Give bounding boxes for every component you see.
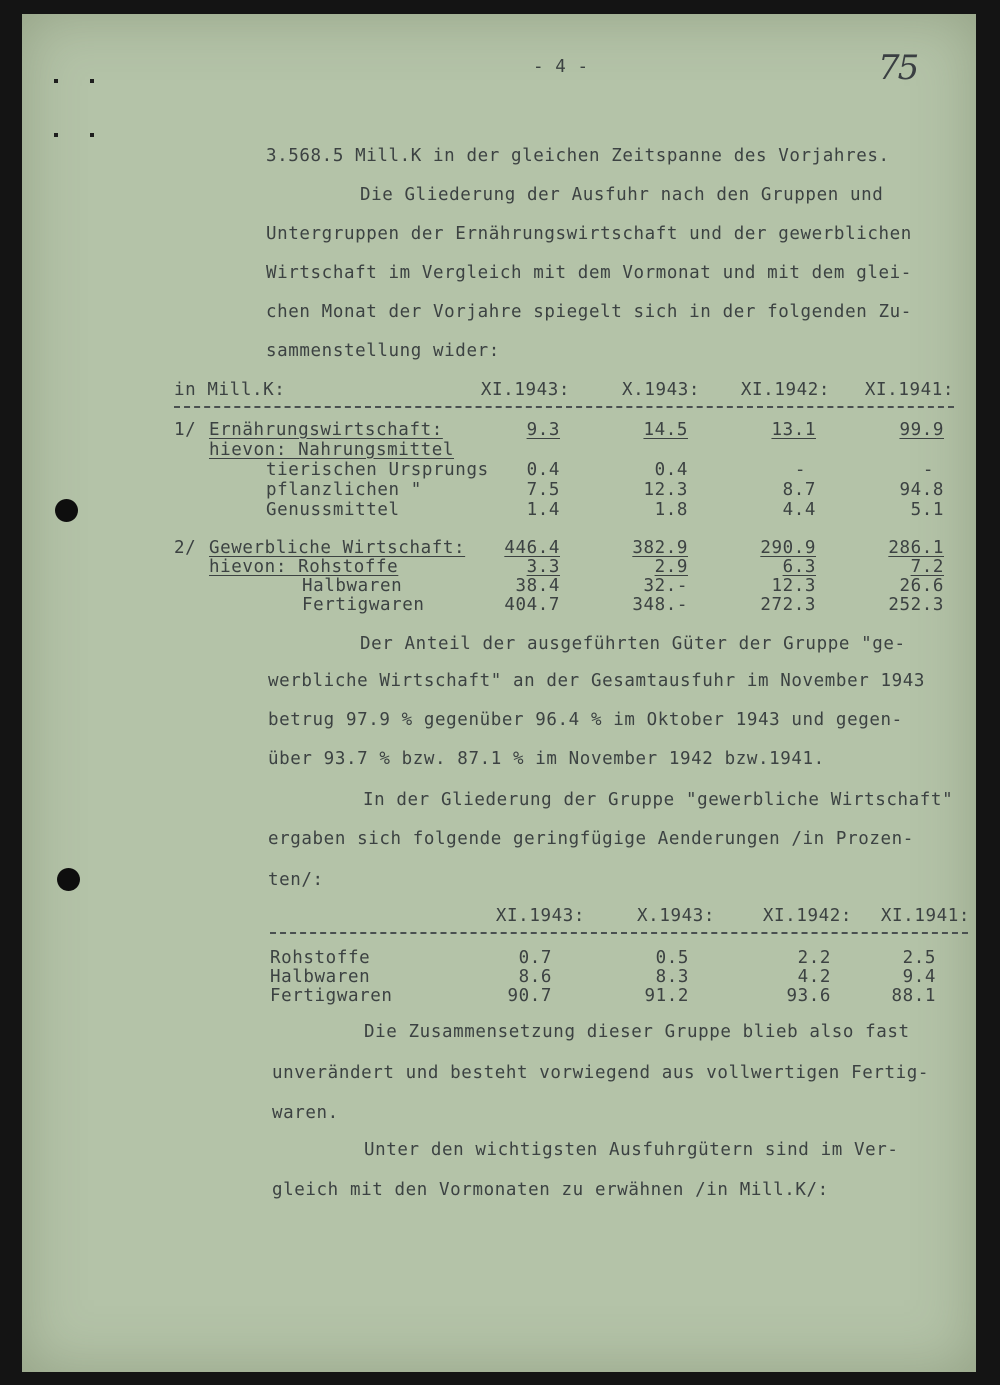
table-cell: 88.1 bbox=[891, 986, 936, 1006]
row-number: 2/ bbox=[174, 538, 197, 558]
folio-number: 75 bbox=[878, 48, 918, 88]
row-number: 1/ bbox=[174, 420, 197, 440]
punch-hole bbox=[55, 499, 78, 522]
paragraph-line: waren. bbox=[272, 1103, 339, 1123]
table-unit-label: in Mill.K: bbox=[174, 380, 286, 400]
paragraph-line: Untergruppen der Ernährungswirtschaft und der gewerblichen bbox=[266, 224, 912, 244]
table-cell: 4.4 bbox=[782, 500, 816, 520]
table-cell: 93.6 bbox=[786, 986, 831, 1006]
table-cell: - bbox=[922, 460, 934, 480]
table-cell: 13.1 bbox=[771, 420, 816, 440]
table-row-label: Fertigwaren bbox=[302, 595, 425, 615]
table-cell: 14.5 bbox=[643, 420, 688, 440]
column-header: XI.1943: bbox=[480, 380, 570, 400]
paragraph-line: Wirtschaft im Vergleich mit dem Vormonat und mit dem glei- bbox=[266, 263, 912, 283]
table-cell: 5.1 bbox=[910, 500, 944, 520]
table-cell: 404.7 bbox=[504, 595, 560, 615]
table-cell: 94.8 bbox=[899, 480, 944, 500]
paragraph-line: werbliche Wirtschaft" an der Gesamtausfuhr im November 1943 bbox=[268, 671, 926, 691]
paragraph-line: Die Zusammensetzung dieser Gruppe blieb also fast bbox=[364, 1022, 910, 1042]
paragraph-line: unverändert und besteht vorwiegend aus vollwertigen Fertig- bbox=[272, 1063, 930, 1083]
punch-mark bbox=[90, 133, 94, 137]
table-cell: 3.3 bbox=[526, 557, 560, 577]
table-cell: 32.- bbox=[643, 576, 688, 596]
table-cell: 90.7 bbox=[507, 986, 552, 1006]
table-cell: 9.3 bbox=[526, 420, 560, 440]
table-row-label: Halbwaren bbox=[270, 967, 371, 987]
table-cell: 2.9 bbox=[654, 557, 688, 577]
table-cell: 8.3 bbox=[655, 967, 689, 987]
table-cell: 382.9 bbox=[632, 538, 688, 558]
table-cell: 0.4 bbox=[654, 460, 688, 480]
table-row-label: tierischen Ursprungs bbox=[266, 460, 489, 480]
paragraph-line: 3.568.5 Mill.K in der gleichen Zeitspanne des Vorjahres. bbox=[266, 146, 890, 166]
table-cell: 0.5 bbox=[655, 948, 689, 968]
table-cell: - bbox=[794, 460, 806, 480]
table-cell: 6.3 bbox=[782, 557, 816, 577]
paragraph-line: ten/: bbox=[268, 870, 324, 890]
table-cell: 286.1 bbox=[888, 538, 944, 558]
page-number: - 4 - bbox=[533, 57, 589, 77]
table-cell: 7.5 bbox=[526, 480, 560, 500]
table-cell: 1.8 bbox=[654, 500, 688, 520]
table-row-label: hievon: Rohstoffe bbox=[209, 557, 399, 577]
table-row-label: Halbwaren bbox=[302, 576, 403, 596]
table-cell: 2.2 bbox=[797, 948, 831, 968]
column-header: XI.1943: bbox=[495, 906, 585, 926]
paragraph-line: Unter den wichtigsten Ausfuhrgütern sind im Ver- bbox=[364, 1140, 899, 1160]
punch-mark bbox=[54, 133, 58, 137]
column-header: XI.1942: bbox=[762, 906, 852, 926]
table-cell: 290.9 bbox=[760, 538, 816, 558]
table-cell: 8.6 bbox=[518, 967, 552, 987]
table-cell: 12.3 bbox=[643, 480, 688, 500]
table-cell: 12.3 bbox=[771, 576, 816, 596]
paragraph-line: Die Gliederung der Ausfuhr nach den Gruppen und bbox=[360, 185, 884, 205]
table-cell: 348.- bbox=[632, 595, 688, 615]
table-cell: 91.2 bbox=[644, 986, 689, 1006]
table-row-label: hievon: Nahrungsmittel bbox=[209, 440, 454, 460]
table-row-label: Fertigwaren bbox=[270, 986, 393, 1006]
column-header: XI.1942: bbox=[740, 380, 830, 400]
table-row-label: Ernährungswirtschaft: bbox=[209, 420, 443, 440]
paragraph-line: Der Anteil der ausgeführten Güter der Gruppe "ge- bbox=[360, 634, 906, 654]
column-header: XI.1941: bbox=[864, 380, 954, 400]
punch-mark bbox=[90, 79, 94, 83]
punch-mark bbox=[54, 79, 58, 83]
table-cell: 1.4 bbox=[526, 500, 560, 520]
paragraph-line: sammenstellung wider: bbox=[266, 341, 500, 361]
table-cell: 446.4 bbox=[504, 538, 560, 558]
table-cell: 7.2 bbox=[910, 557, 944, 577]
column-header: XI.1941: bbox=[880, 906, 970, 926]
table-cell: 0.7 bbox=[518, 948, 552, 968]
paragraph-line: über 93.7 % bzw. 87.1 % im November 1942 bzw.1941. bbox=[268, 749, 825, 769]
table-cell: 9.4 bbox=[902, 967, 936, 987]
table-rule bbox=[270, 932, 968, 934]
table-row-label: Gewerbliche Wirtschaft: bbox=[209, 538, 466, 558]
column-header: X.1943: bbox=[622, 380, 700, 400]
column-header: X.1943: bbox=[637, 906, 715, 926]
document-page bbox=[22, 14, 976, 1372]
paragraph-line: ergaben sich folgende geringfügige Aenderungen /in Prozen- bbox=[268, 829, 914, 849]
table-row-label: Genussmittel bbox=[266, 500, 400, 520]
paragraph-line: chen Monat der Vorjahre spiegelt sich in der folgenden Zu- bbox=[266, 302, 912, 322]
paragraph-line: gleich mit den Vormonaten zu erwähnen /in Mill.K/: bbox=[272, 1180, 829, 1200]
table-cell: 38.4 bbox=[515, 576, 560, 596]
paragraph-line: betrug 97.9 % gegenüber 96.4 % im Oktober 1943 und gegen- bbox=[268, 710, 903, 730]
table-rule bbox=[174, 406, 954, 408]
paragraph-line: In der Gliederung der Gruppe "gewerbliche Wirtschaft" bbox=[363, 790, 954, 810]
table-cell: 252.3 bbox=[888, 595, 944, 615]
table-row-label: Rohstoffe bbox=[270, 948, 371, 968]
table-cell: 0.4 bbox=[526, 460, 560, 480]
table-cell: 2.5 bbox=[902, 948, 936, 968]
table-cell: 272.3 bbox=[760, 595, 816, 615]
table-cell: 26.6 bbox=[899, 576, 944, 596]
table-cell: 4.2 bbox=[797, 967, 831, 987]
table-cell: 8.7 bbox=[782, 480, 816, 500]
table-cell: 99.9 bbox=[899, 420, 944, 440]
punch-hole bbox=[57, 868, 80, 891]
table-row-label: pflanzlichen " bbox=[266, 480, 422, 500]
